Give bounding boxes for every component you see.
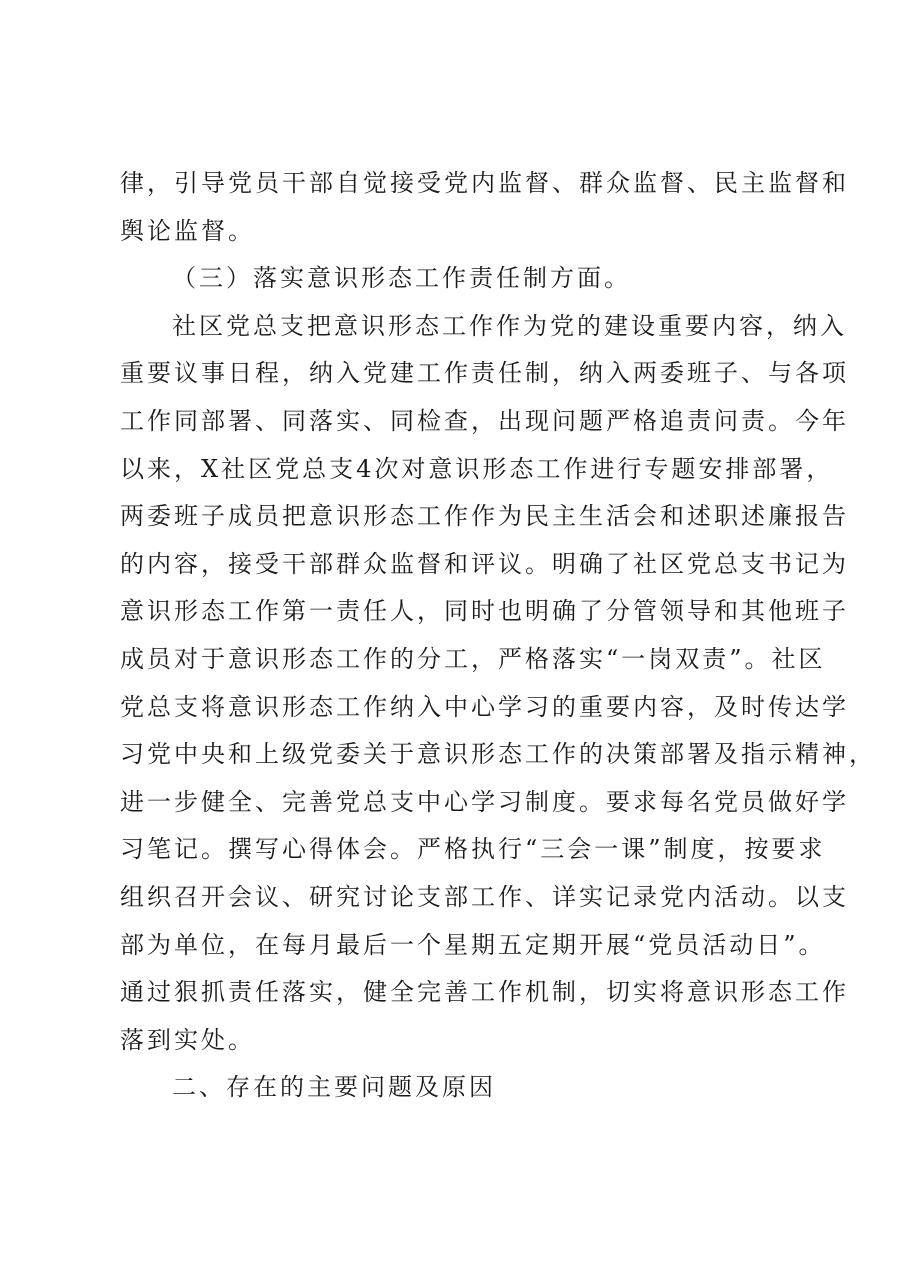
body-line: 工作同部署、同落实、同检查，出现问题严格追责问责。今年 (120, 406, 849, 435)
body-line: 以来，X社区党总支4次对意识形态工作进行专题安排部署， (120, 454, 834, 483)
section-heading: （三）落实意识形态工作责任制方面。 (172, 264, 631, 293)
body-line: 党总支将意识形态工作纳入中心学习的重要内容，及时传达学 (120, 692, 849, 721)
body-line: 部为单位，在每月最后一个星期五定期开展“党员活动日”。 (120, 930, 826, 959)
body-line: 成员对于意识形态工作的分工，严格落实“一岗双责”。社区 (120, 644, 826, 673)
body-line: 舆论监督。 (120, 216, 255, 245)
body-line: 落到实处。 (120, 1025, 255, 1054)
body-line: 通过狠抓责任落实，健全完善工作机制，切实将意识形态工作 (120, 978, 849, 1007)
body-line: 重要议事日程，纳入党建工作责任制，纳入两委班子、与各项 (120, 359, 849, 388)
body-line: 两委班子成员把意识形态工作作为民主生活会和述职述廉报告 (120, 502, 849, 531)
body-line: 组织召开会议、研究讨论支部工作、详实记录党内活动。以支 (120, 882, 849, 911)
body-line: 习党中央和上级党委关于意识形态工作的决策部署及指示精神， (120, 740, 876, 769)
body-line: 意识形态工作第一责任人，同时也明确了分管领导和其他班子 (120, 597, 849, 626)
body-line: 习笔记。撰写心得体会。严格执行“三会一课”制度，按要求 (120, 835, 826, 864)
body-line: 进一步健全、完善党总支中心学习制度。要求每名党员做好学 (120, 787, 849, 816)
body-line: 的内容，接受干部群众监督和评议。明确了社区党总支书记为 (120, 549, 849, 578)
paragraph-first-line: 社区党总支把意识形态工作作为党的建设重要内容，纳入 (172, 311, 847, 340)
document-body (120, 160, 876, 1112)
body-line: 律，引导党员干部自觉接受党内监督、群众监督、民主监督和 (120, 169, 849, 197)
section-heading: 二、存在的主要问题及原因 (172, 1073, 496, 1102)
